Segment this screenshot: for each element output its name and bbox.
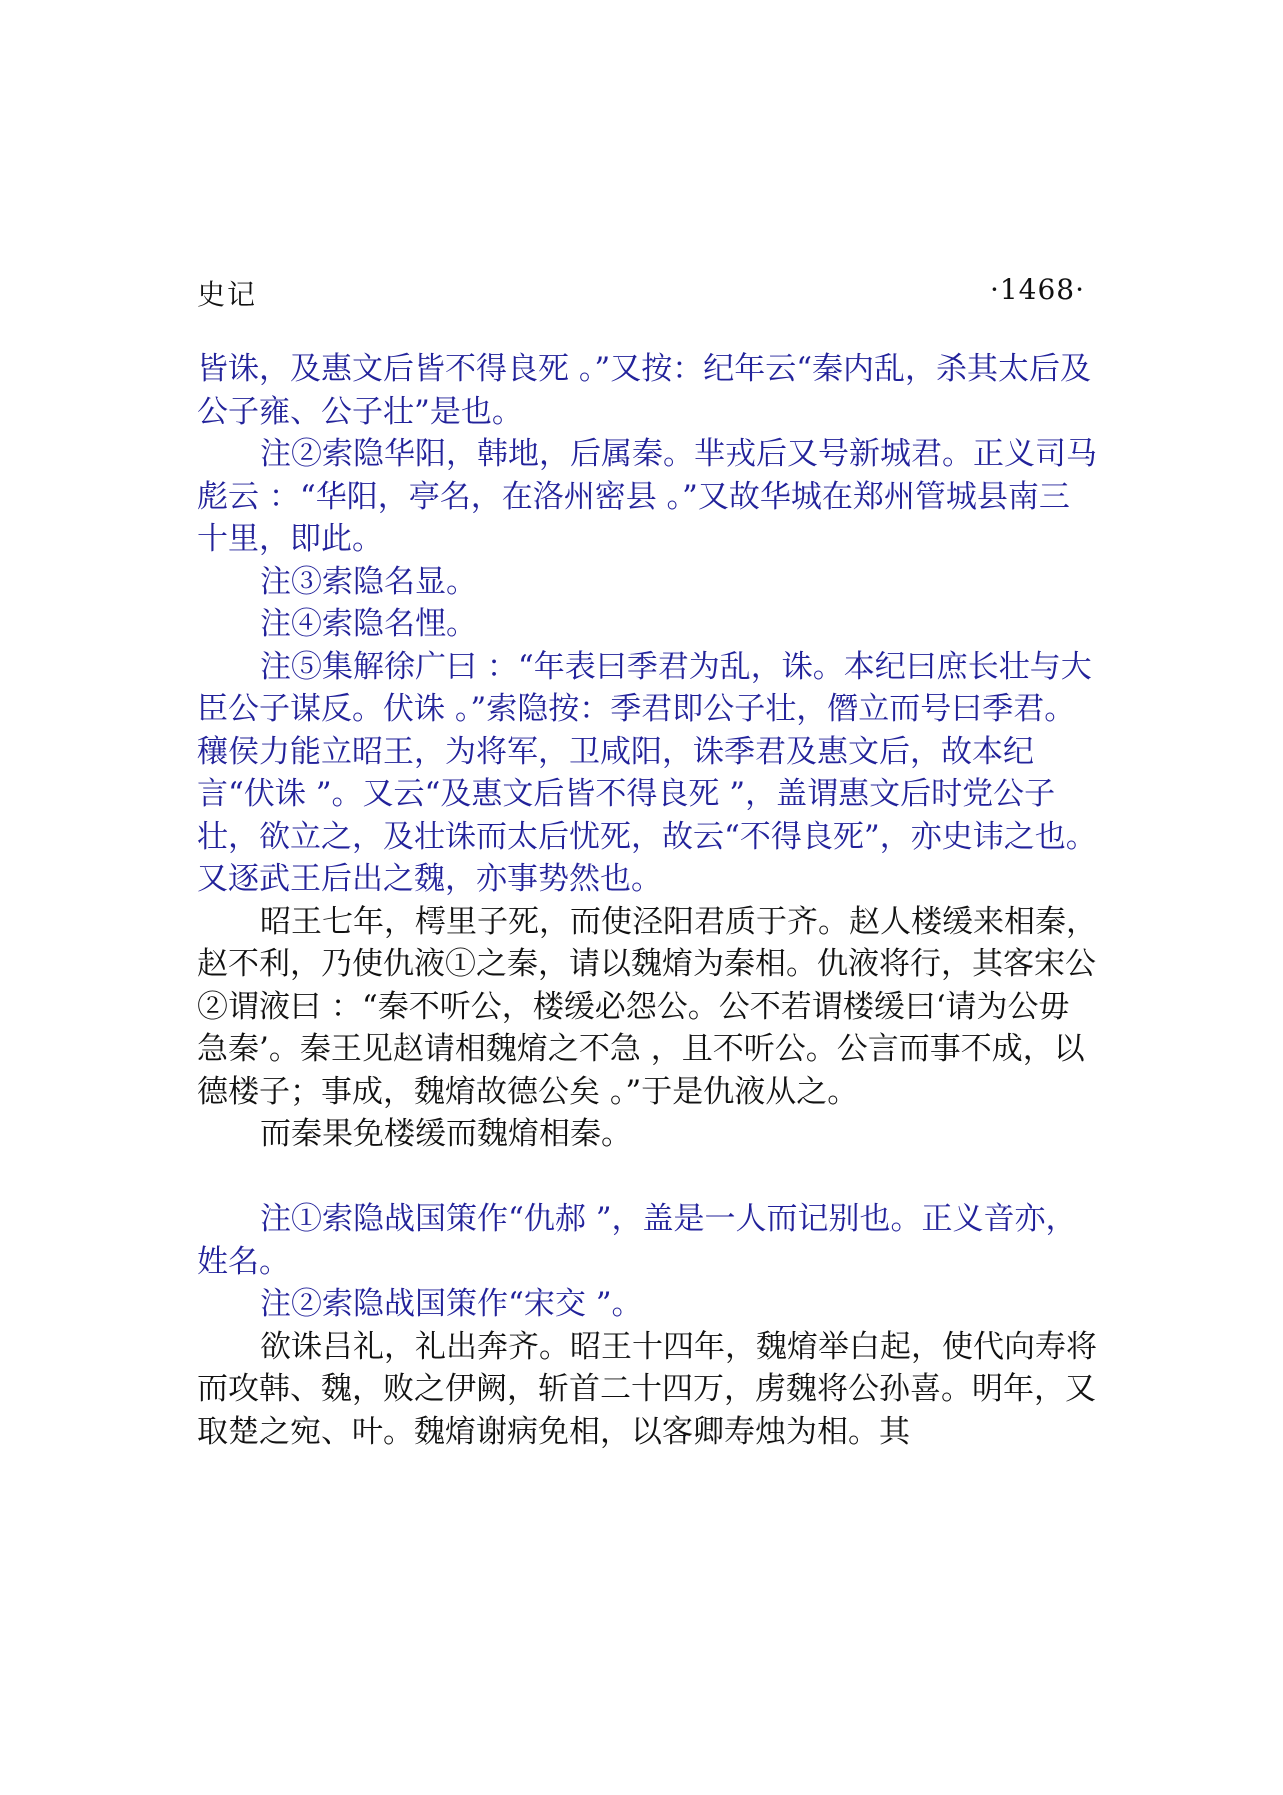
note-1: 注①索隐战国策作“仇郝 ”，盖是一人而记别也。正义音亦，姓名。 [197,1201,1077,1280]
page-number: ·1468· [989,273,1085,306]
note-4: 注④索隐名悝。 [260,606,477,642]
note-5: 注⑤集解徐广曰 ：“年表曰季君为乱，诛。本纪曰庶长壮与大臣公子谋反。伏诛 。”索隐按：季君即公子壮，僭立而号曰季君。穰侯力能立昭王，为将军，卫咸阳，诛季君及惠文后，故本纪言“伏诛 ”。又云“及惠文后皆不得良死 ”，盖谓惠文后时党公子壮，欲立之，及壮诛而太后忧死，故云“不得良死”，亦史讳之也。又逐武王后出之魏，亦事势然也。 [197,648,1097,897]
book-title: 史记 [197,278,258,311]
main-paragraph: 欲诛吕礼，礼出奔齐。昭王十四年，魏焴举白起，使代向寿将而攻韩、魏，败之伊阙，斩首二十四万，虏魏将公孙喜。明年，又取楚之宛、叶。魏焴谢病免相，以客卿寿烛为相。其 [197,1328,1097,1450]
page-header [197,265,1085,309]
note-3: 注③索隐名显。 [260,563,477,600]
note-2: 注②索隐华阳，韩地，后属秦。芈戎后又号新城君。正义司马彪云 ：“华阳，亭名，在洛州密县 。”又故华城在郑州管城县南三十里，即此。 [197,436,1097,557]
main-paragraph: 而秦果免楼缓而魏焴相秦。 [260,1116,632,1152]
note-continuation: 皆诛，及惠文后皆不得良死 。”又按：纪年云“秦内乱，杀其太后及公子雍、公子壮”是也。 [197,351,1092,430]
note-2b: 注②索隐战国策作“宋交 ”。 [260,1286,643,1322]
main-paragraph: 昭王七年，樗里子死，而使泾阳君质于齐。赵人楼缓来相秦，赵不利，乃使仇液①之秦，请以魏焴为秦相。仇液将行，其客宋公②谓液曰 ：“秦不听公，楼缓必怨公。公不若谓楼缓曰‘请为公毋急秦’。秦王见赵请相魏焴之不急 ，且不听公。公言而事不成，以德楼子；事成，魏焴故德公矣 。”于是仇液从之。 [197,903,1097,1110]
page-body [197,348,1097,1453]
